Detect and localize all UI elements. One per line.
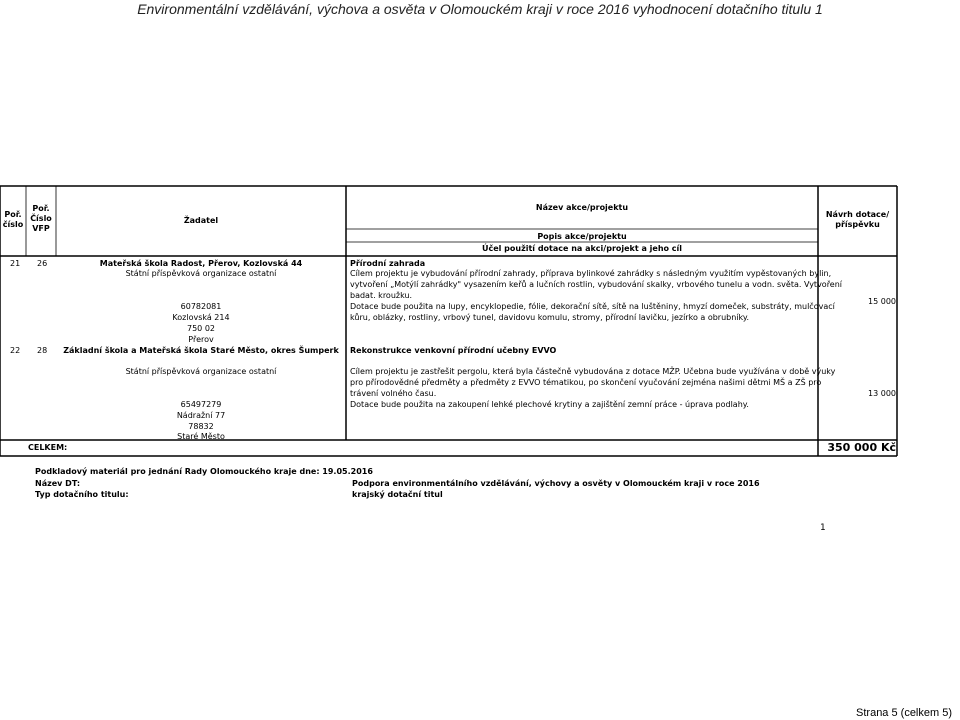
row21-desc-2: vytvoření „Motýlí zahrádky" vysazením keřů a lučních rostlin, vybudování skalky, vrbového tunelu a vodn. světa. Vytvoření <box>350 280 843 289</box>
row21-project-name: Přírodní zahrada <box>350 259 426 268</box>
header-popis-akce: Popis akce/projektu <box>537 232 627 241</box>
footer-page-info: Strana 5 (celkem 5) <box>856 707 952 719</box>
row22-applicant-name: Základní škola a Mateřská škola Staré Město, okres Šumperk <box>63 346 339 355</box>
meta-line1: Podkladový materiál pro jednání Rady Olomouckého kraje dne: 19.05.2016 <box>35 467 373 476</box>
meta-line3-label: Typ dotačního titulu: <box>35 490 129 499</box>
header-navrh-line1: Návrh dotace/ <box>825 210 890 219</box>
row21-street: Kozlovská 214 <box>172 313 230 322</box>
row21-desc-1: Cílem projektu je vybudování přírodní zahrady, příprava bylinkové zahrádky s následným využitím vypěstovaných bylin, <box>350 269 832 278</box>
row22-por: 22 <box>10 346 21 355</box>
total-label: CELKEM: <box>28 443 68 452</box>
row22-street: Nádražní 77 <box>176 411 226 420</box>
header-vfp-line3: VFP <box>32 224 50 233</box>
row22-city: Staré Město <box>177 432 225 441</box>
row21-org-type: Státní příspěvková organizace ostatní <box>125 269 277 278</box>
row21-ico: 60782081 <box>180 302 222 311</box>
row21-zip: 750 02 <box>187 324 215 333</box>
header-por-line1: Poř. <box>4 210 22 219</box>
row22-desc-2: pro přírodovědné předměty a předměty z EVVO tématikou, po skončení vyučování zejména našimi dětmi MŠ a ZŠ pro <box>350 378 822 387</box>
row21-vfp: 26 <box>37 259 48 268</box>
row21-desc-4: Dotace bude použita na lupy, encyklopedie, fólie, dekorační sítě, sítě na luštěniny, hmyzí domeček, substráty, mulčovací <box>350 302 835 311</box>
page-number: 1 <box>820 523 826 533</box>
row21-applicant-name: Mateřská škola Radost, Přerov, Kozlovská 44 <box>99 259 303 268</box>
header-navrh-line2: příspěvku <box>835 220 880 229</box>
row22-ico: 65497279 <box>180 400 222 409</box>
row22-project-name: Rekonstrukce venkovní přírodní učebny EVVO <box>350 346 557 355</box>
row21-city: Přerov <box>188 335 214 344</box>
header-por-cislo <box>0 210 26 230</box>
meta-line3-value: krajský dotační titul <box>352 490 443 499</box>
row21-por: 21 <box>10 259 21 268</box>
meta-line2-label: Název DT: <box>35 479 81 488</box>
row22-desc-1: Cílem projektu je zastřešit pergolu, která byla částečně vybudována z dotace MŽP. Učebna bude využívána v době výuky <box>350 367 836 376</box>
header-por-vfp <box>26 204 56 234</box>
header-vfp-line2: Číslo <box>30 214 52 223</box>
row22-vfp: 28 <box>37 346 48 355</box>
row22-desc-3: trávení volného času. <box>350 389 437 398</box>
row21-desc-3: badat. kroužku. <box>350 291 413 300</box>
header-navrh <box>818 210 897 230</box>
total-amount: 350 000 Kč <box>827 441 896 454</box>
row21-amount: 15 000 <box>868 297 896 306</box>
row22-desc-4: Dotace bude použita na zakoupení lehké plechové krytiny a zajištění zemní práce - úprava podlahy. <box>350 400 749 409</box>
row22-org-type: Státní příspěvková organizace ostatní <box>125 367 277 376</box>
header-vfp-line1: Poř. <box>32 204 50 213</box>
header-nazev-akce: Název akce/projektu <box>535 203 629 212</box>
document-title: Environmentální vzdělávání, výchova a osvěta v Olomouckém kraji v roce 2016 vyhodnocení dotačního titulu 1 <box>137 1 823 17</box>
meta-line2-value: Podpora environmentálního vzdělávání, výchovy a osvěty v Olomouckém kraji v roce 2016 <box>352 479 760 488</box>
header-ucel: Účel použití dotace na akci/projekt a jeho cíl <box>481 244 683 253</box>
row22-amount: 13 000 <box>868 389 896 398</box>
row21-desc-5: kůru, oblázky, rostliny, vrbový tunel, davidovu komulu, stromy, přírodní lavičku, jezírko a obrubníky. <box>350 313 750 322</box>
header-zadatel: Žadatel <box>183 216 219 225</box>
header-por-line2: číslo <box>2 220 24 229</box>
row22-zip: 78832 <box>188 422 214 431</box>
